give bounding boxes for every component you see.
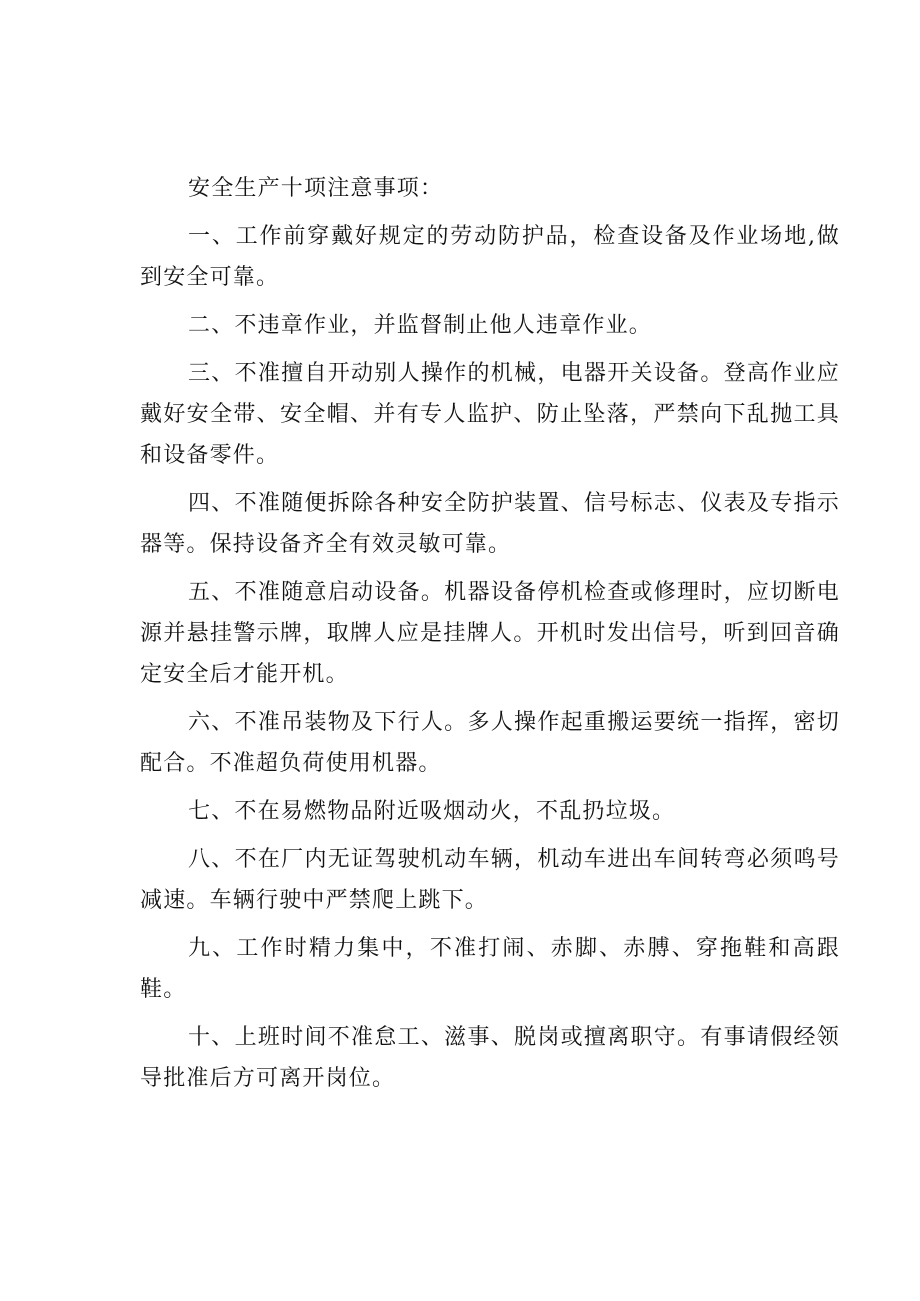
rule-item-7: 七、不在易燃物品附近吸烟动火，不乱扔垃圾。 — [188, 799, 676, 824]
document-body — [140, 168, 840, 1106]
rule-item-1: 一、工作前穿戴好规定的劳动防护品，检查设备及作业场地,做到安全可靠。 — [140, 224, 840, 290]
rule-item-4: 四、不准随便拆除各种安全防护装置、信号标志、仪表及专指示器等。保持设备齐全有效灵敏可靠。 — [140, 491, 840, 557]
rule-item-2: 二、不违章作业，并监督制止他人违章作业。 — [188, 313, 653, 338]
rule-item-3: 三、不准擅自开动别人操作的机械，电器开关设备。登高作业应戴好安全带、安全帽、并有专人监护、防止坠落，严禁向下乱抛工具和设备零件。 — [140, 361, 840, 468]
rule-item-5: 五、不准随意启动设备。机器设备停机检查或修理时，应切断电源并悬挂警示牌，取牌人应是挂牌人。开机时发出信号，听到回音确定安全后才能开机。 — [140, 580, 840, 687]
document-title: 安全生产十项注意事项： — [188, 176, 444, 201]
rule-item-9: 九、工作时精力集中，不准打闹、赤脚、赤膊、穿拖鞋和高跟鞋。 — [140, 936, 840, 1002]
rule-item-10: 十、上班时间不准怠工、滋事、脱岗或擅离职守。有事请假经领导批准后方可离开岗位。 — [140, 1025, 840, 1091]
rule-item-6: 六、不准吊装物及下行人。多人操作起重搬运要统一指挥，密切配合。不准超负荷使用机器。 — [140, 710, 840, 776]
rule-item-8: 八、不在厂内无证驾驶机动车辆，机动车进出车间转弯必须鸣号减速。车辆行驶中严禁爬上跳下。 — [140, 847, 840, 913]
